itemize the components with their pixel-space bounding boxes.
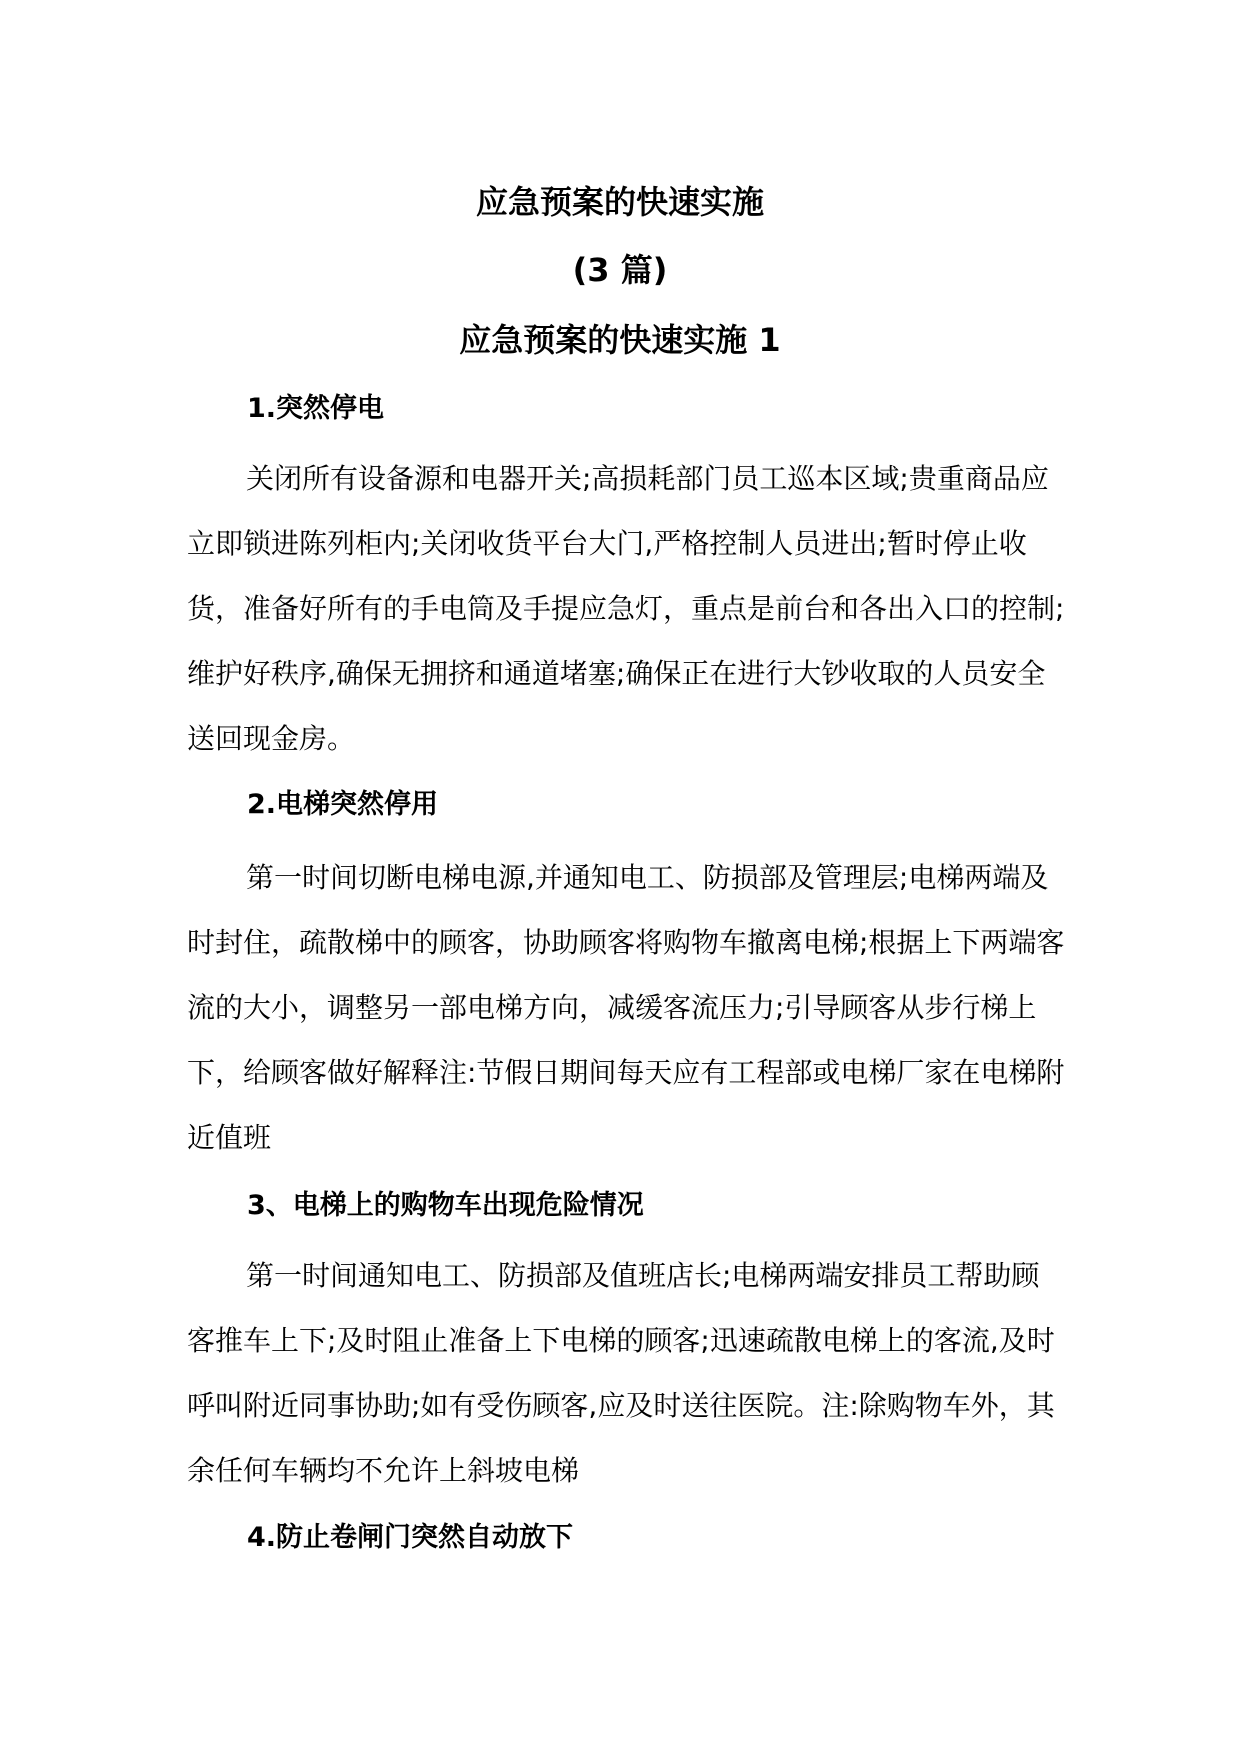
item-heading: 4.防止卷闸门突然自动放下 [247, 1522, 574, 1553]
document-subtitle: (3 篇) [572, 251, 668, 289]
item-paragraph: 关闭所有设备源和电器开关;高损耗部门员工巡本区域;贵重商品应立即锁进陈列柜内;关闭收货平台大门,严格控制人员进出;暂时停止收货，准备好所有的手电筒及手提应急灯，重点是前台和各出入口的控制;维护好秩序,确保无拥挤和通道堵塞;确保正在进行大钞收取的人员安全送回现金房。 [187, 462, 1065, 755]
item-heading: 1.突然停电 [247, 393, 385, 424]
section-title: 应急预案的快速实施 1 [459, 321, 781, 359]
document-title: 应急预案的快速实施 [475, 183, 764, 221]
item-heading: 3、电梯上的购物车出现危险情况 [247, 1190, 644, 1221]
item-heading: 2.电梯突然停用 [247, 789, 439, 820]
item-paragraph: 第一时间切断电梯电源,并通知电工、防损部及管理层;电梯两端及时封住，疏散梯中的顾客，协助顾客将购物车撤离电梯;根据上下两端客流的大小，调整另一部电梯方向，减缓客流压力;引导顾客从步行梯上下，给顾客做好解释注:节假日期间每天应有工程部或电梯厂家在电梯附近值班 [187, 861, 1065, 1154]
item-paragraph: 第一时间通知电工、防损部及值班店长;电梯两端安排员工帮助顾客推车上下;及时阻止准备上下电梯的顾客;迅速疏散电梯上的客流,及时呼叫附近同事协助;如有受伤顾客,应及时送往医院。注:除购物车外，其余任何车辆均不允许上斜坡电梯 [187, 1259, 1055, 1487]
